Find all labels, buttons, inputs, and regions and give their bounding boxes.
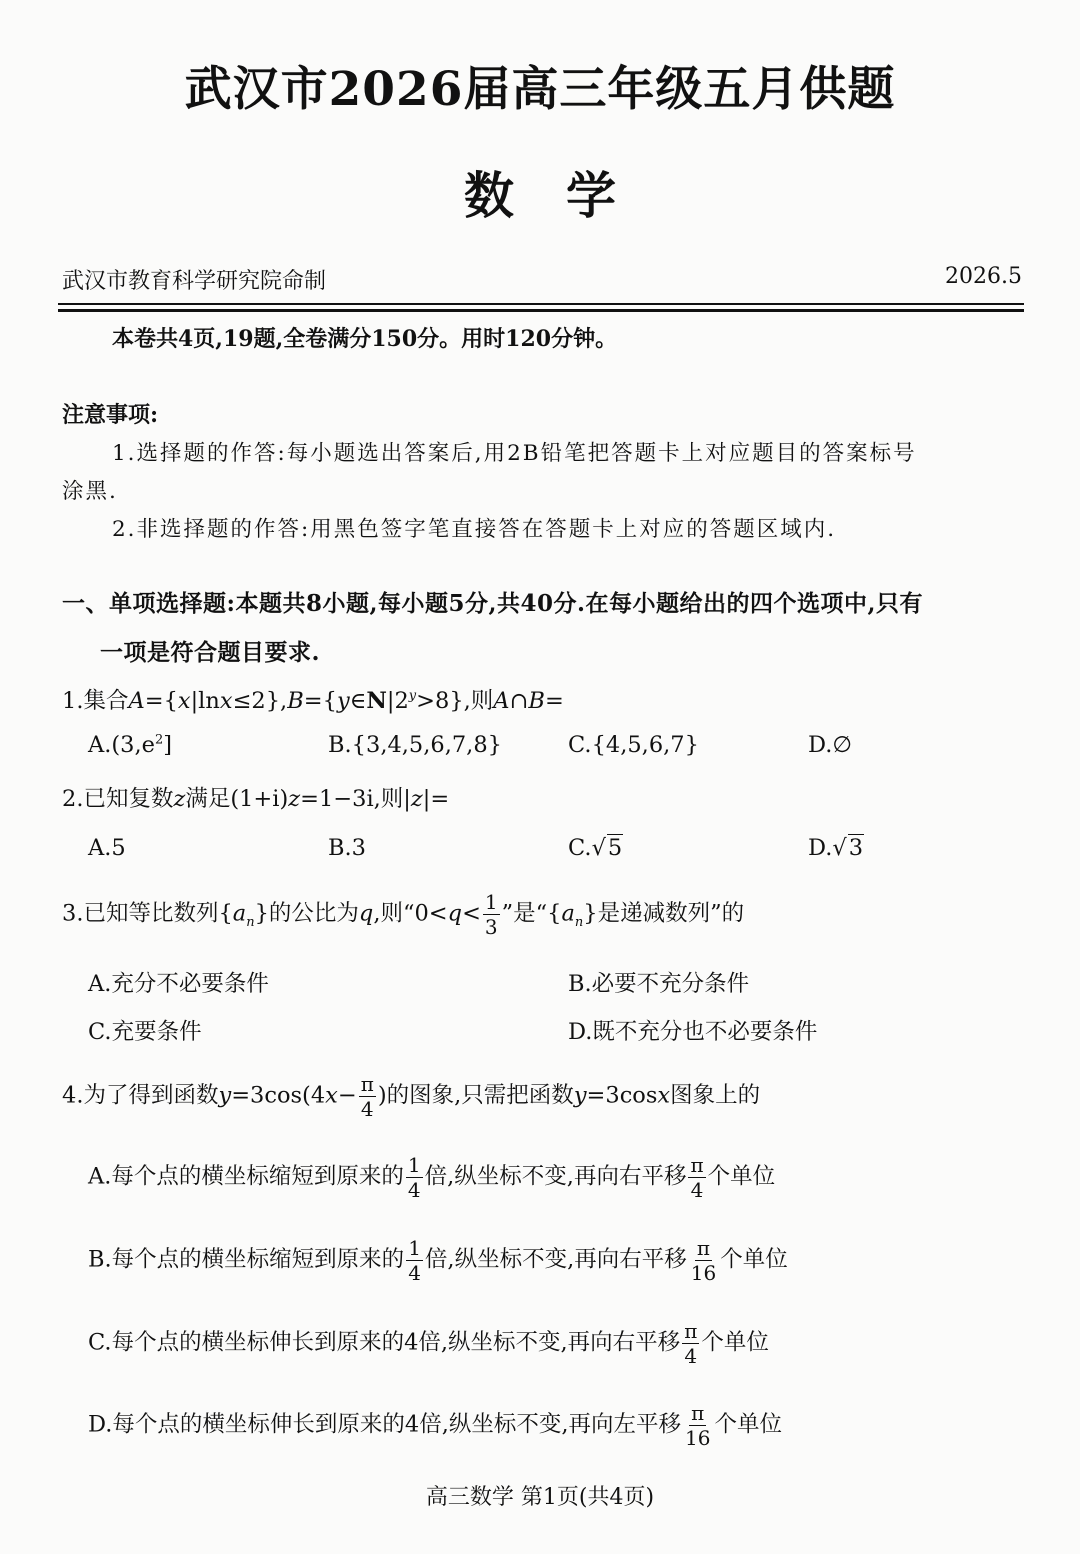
q4-option-c: C.每个点的横坐标伸长到原来的4倍,纵坐标不变,再向右平移 $\frac{\pi}{4}$ 个单位 [88, 1319, 769, 1368]
q3-option-a: A.充分不必要条件 [88, 971, 269, 997]
q1-option-d: D.∅ [808, 732, 852, 758]
exam-info: 本卷共4页,19题,全卷满分150分。用时120分钟。 [112, 326, 618, 352]
q1-option-a: $A.(3,e^2]$ [88, 732, 173, 758]
q4-option-a: A.每个点的横坐标缩短到原来的 $\frac{1}{4}$ 倍,纵坐标不变,再向右平移 $\frac{\pi}{4}$ 个单位 [88, 1153, 776, 1202]
header-rule-thick [58, 309, 1024, 312]
subject-char-1: 数 [464, 166, 514, 225]
q4-option-b: B.每个点的横坐标缩短到原来的 $\frac{1}{4}$ 倍,纵坐标不变,再向右平移 $\frac{\pi}{16}$ 个单位 [88, 1236, 788, 1285]
notice-item-1-cont: 涂黑. [62, 479, 118, 504]
question-4-stem: 4.为了得到函数y=3cos(4x− $\frac{\pi}{4}$ )的图象,只需把函数y=3cosx图象上的 [62, 1072, 761, 1121]
q2-option-d: D.√3 [808, 835, 864, 861]
question-3-stem: 3.已知等比数列$\{a_n\}$的公比为q,则“0<q< $\frac{1}{3}$ ”是“$\{a_n\}$是递减数列”的 [62, 890, 745, 939]
q1-option-c: C.{4,5,6,7} [568, 732, 699, 758]
issuer-line: 武汉市教育科学研究院命制 [62, 269, 327, 294]
q4-option-d: D.每个点的横坐标伸长到原来的4倍,纵坐标不变,再向左平移 $\frac{\pi}{16}$ 个单位 [88, 1401, 782, 1450]
header-rule-thin [58, 303, 1024, 305]
subject-char-2: 学 [566, 166, 616, 225]
question-1-stem: 1.集合$A=\{x|\ln x\le 2\},B=\{y\in N|2^y>8\}$,则A∩B= [62, 688, 564, 714]
exam-title: 武汉市2026届高三年级五月供题 [184, 62, 896, 117]
section-1-heading-cont: 一项是符合题目要求. [100, 639, 321, 666]
fraction-pi-over-4: $\frac{\pi}{4}$ [360, 1072, 374, 1121]
section-1-heading: 一、单项选择题:本题共8小题,每小题5分,共40分.在每小题给出的四个选项中,只有 [62, 590, 924, 617]
subject-title [0, 156, 1080, 228]
exam-date: 2026.5 [945, 264, 1022, 289]
notice-title: 注意事项: [62, 402, 159, 428]
question-2-stem: 2.已知复数z满足(1+i)z=1−3i,则|z|= [62, 786, 450, 812]
page-footer: 高三数学 第1页(共4页) [425, 1485, 655, 1510]
q2-option-c: C.√5 [568, 835, 623, 861]
q2-option-a: A.5 [88, 835, 126, 861]
q2-option-b: B.3 [328, 835, 367, 861]
notice-item-1: 1.选择题的作答:每小题选出答案后,用2B铅笔把答题卡上对应题目的答案标号 [112, 441, 917, 466]
q1-option-b: B.{3,4,5,6,7,8} [328, 732, 502, 758]
fraction-one-third: $\frac{1}{3}$ [484, 890, 498, 939]
q3-option-d: D.既不充分也不必要条件 [568, 1019, 818, 1045]
notice-item-2: 2.非选择题的作答:用黑色签字笔直接答在答题卡上对应的答题区域内. [112, 517, 837, 542]
q3-option-c: C.充要条件 [88, 1019, 202, 1045]
q3-option-b: B.必要不充分条件 [568, 971, 750, 997]
